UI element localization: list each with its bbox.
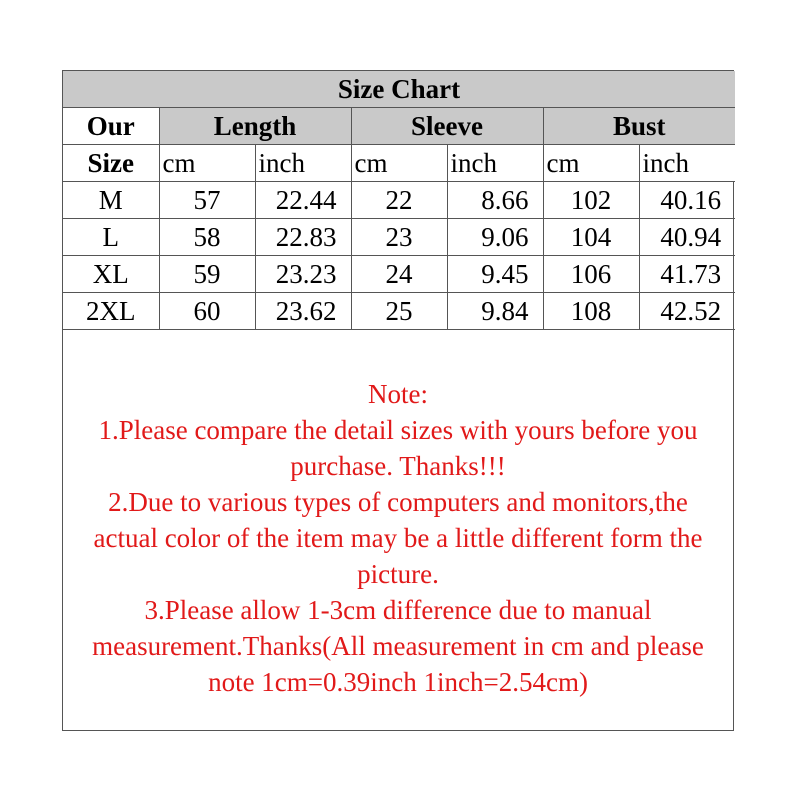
length-cm: 59 — [159, 256, 255, 293]
length-cm: 60 — [159, 293, 255, 330]
sleeve-inch: 8.66 — [447, 182, 543, 219]
unit-bust-cm: cm — [543, 145, 639, 182]
size-header-our: Our — [63, 108, 159, 145]
sleeve-inch: 9.45 — [447, 256, 543, 293]
unit-header-row — [63, 145, 735, 182]
title-row — [63, 71, 735, 108]
size-header-size: Size — [63, 145, 159, 182]
note-heading: Note: — [368, 379, 428, 409]
bust-inch: 42.52 — [639, 293, 735, 330]
group-header-row — [63, 108, 735, 145]
row-size: 2XL — [63, 293, 159, 330]
note-line: note 1cm=0.39inch 1inch=2.54cm) — [208, 667, 588, 697]
table-row — [63, 293, 735, 330]
unit-sleeve-inch: inch — [447, 145, 543, 182]
table-title: Size Chart — [63, 71, 735, 108]
unit-sleeve-cm: cm — [351, 145, 447, 182]
sleeve-inch: 9.06 — [447, 219, 543, 256]
group-bust: Bust — [543, 108, 735, 145]
bust-inch: 40.94 — [639, 219, 735, 256]
length-inch: 23.23 — [255, 256, 351, 293]
bust-cm: 108 — [543, 293, 639, 330]
length-cm: 58 — [159, 219, 255, 256]
sleeve-cm: 25 — [351, 293, 447, 330]
note-line: picture. — [357, 559, 439, 589]
length-inch: 22.83 — [255, 219, 351, 256]
unit-length-cm: cm — [159, 145, 255, 182]
length-cm: 57 — [159, 182, 255, 219]
row-size: XL — [63, 256, 159, 293]
bust-inch: 40.16 — [639, 182, 735, 219]
unit-length-inch: inch — [255, 145, 351, 182]
row-size: L — [63, 219, 159, 256]
bust-cm: 104 — [543, 219, 639, 256]
size-chart — [62, 70, 734, 731]
unit-bust-inch: inch — [639, 145, 735, 182]
notes-section — [63, 369, 733, 730]
length-inch: 22.44 — [255, 182, 351, 219]
note-line: actual color of the item may be a little different form the — [93, 523, 703, 553]
note-line: 1.Please compare the detail sizes with yours before you — [98, 415, 698, 445]
row-size: M — [63, 182, 159, 219]
length-inch: 23.62 — [255, 293, 351, 330]
sleeve-cm: 24 — [351, 256, 447, 293]
group-length: Length — [159, 108, 351, 145]
note-line: purchase. Thanks!!! — [290, 451, 506, 481]
sleeve-cm: 22 — [351, 182, 447, 219]
bust-inch: 41.73 — [639, 256, 735, 293]
table-row — [63, 219, 735, 256]
bust-cm: 102 — [543, 182, 639, 219]
sleeve-inch: 9.84 — [447, 293, 543, 330]
sleeve-cm: 23 — [351, 219, 447, 256]
bust-cm: 106 — [543, 256, 639, 293]
table-row — [63, 256, 735, 293]
note-line: 3.Please allow 1-3cm difference due to manual — [144, 595, 652, 625]
note-line: 2.Due to various types of computers and monitors,the — [108, 487, 688, 517]
note-line: measurement.Thanks(All measurement in cm and please — [92, 631, 704, 661]
size-table — [63, 71, 735, 330]
group-sleeve: Sleeve — [351, 108, 543, 145]
table-row — [63, 182, 735, 219]
